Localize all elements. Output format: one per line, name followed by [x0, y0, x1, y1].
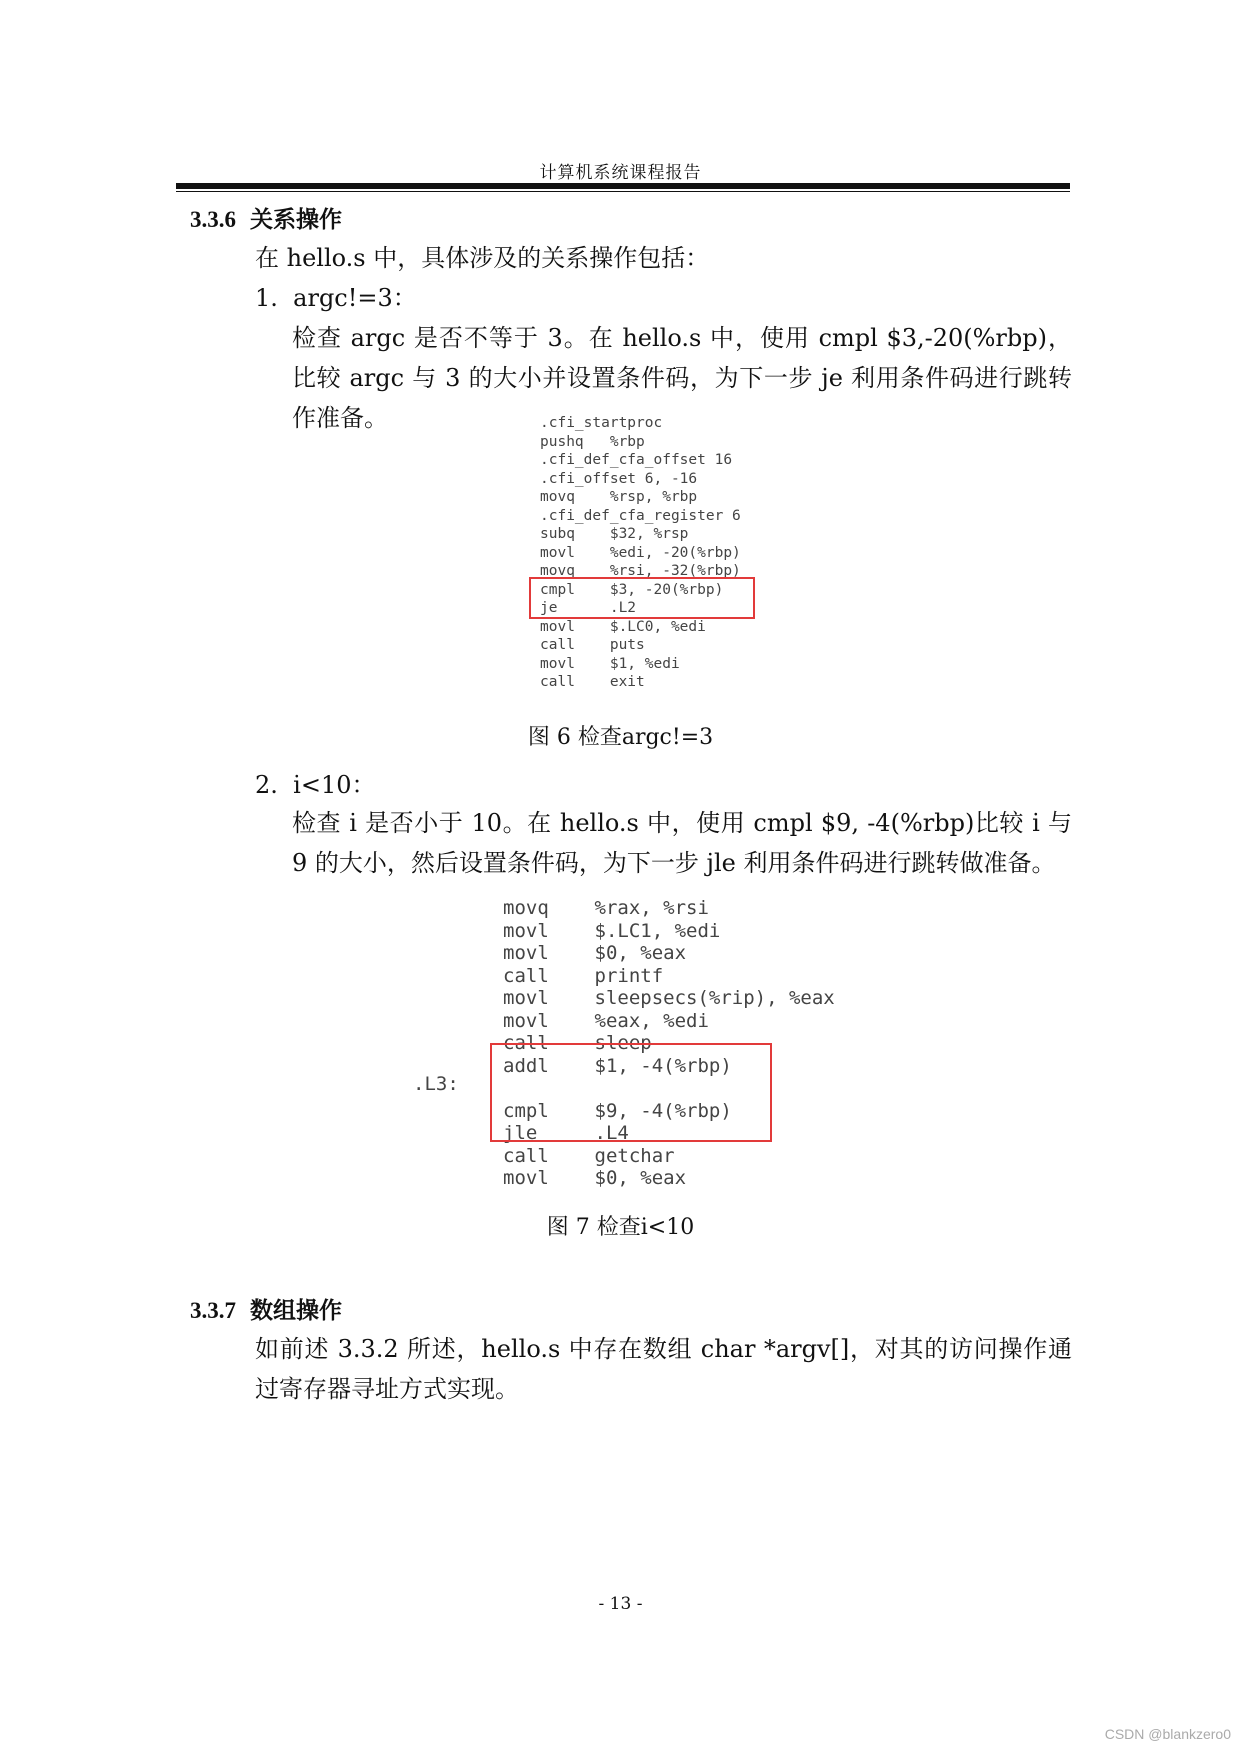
section-intro: 在 hello.s 中，具体涉及的关系操作包括： [255, 244, 710, 272]
report-header-title: 计算机系统课程报告 [539, 163, 702, 183]
section-number: 3.3.7 [190, 1298, 236, 1323]
list-item-text-1: 检查 argc 是否不等于 3。在 hello.s 中，使用 cmpl $3,-20(%rbp)，比较 argc 与 3 的大小并设置条件码，为下一步 je 利用条件码进行跳转作准备。 [292, 324, 1072, 432]
section-3-3-7-text: 如前述 3.3.2 所述，hello.s 中存在数组 char *argv[]，对其的访问操作通过寄存器寻址方式实现。 [255, 1335, 1072, 1403]
section-title: 关系操作 [250, 206, 342, 233]
section-title: 数组操作 [250, 1297, 342, 1324]
figure-6-caption: 图 6 检查argc!=3 [527, 725, 714, 750]
csdn-watermark: CSDN @blankzero0 [1104, 1726, 1231, 1742]
header-rule-thick [176, 183, 1070, 189]
page-number: - 13 - [598, 1594, 643, 1614]
assembly-code-figure-6: .cfi_startproc pushq %rbp .cfi_def_cfa_offset 16 .cfi_offset 6, -16 movq %rsp, %rbp .cfi_def_cfa_register 6 subq $32, %rsp movl %edi, -20(%rbp) movq %rsi, -32(%rbp) cmpl $3, -20(%rbp) je .L2 movl $.LC0, %edi call puts movl $1, %edi call exit [540, 415, 741, 690]
header-rule-thin [176, 191, 1070, 192]
assembly-code-figure-7: movq %rax, %rsi movl $.LC1, %edi movl $0, %eax call printf movl sleepsecs(%rip), %eax movl %eax, %edi call sleep addl $1, -4(%rbp) cmpl $9, -4(%rbp) jle .L4 call getchar movl $0, %eax [503, 897, 835, 1189]
list-item-label-2: 2. i<10： [255, 771, 376, 799]
highlight-box-addl-cmpl-jle [490, 1043, 772, 1142]
section-heading-3-3-7 [190, 1292, 342, 1325]
highlight-box-cmpl-je [529, 577, 755, 619]
section-heading-3-3-6 [190, 201, 342, 234]
section-number: 3.3.6 [190, 207, 236, 232]
list-item-label-1: 1. argc!=3： [255, 284, 417, 312]
figure-7-caption: 图 7 检查i<10 [546, 1215, 695, 1240]
list-item-text-2: 检查 i 是否小于 10。在 hello.s 中，使用 cmpl $9, -4(%rbp)比较 i 与 9 的大小，然后设置条件码，为下一步 jle 利用条件码进行跳转做准备。 [292, 809, 1072, 877]
code-label-l3: .L3: [413, 1073, 459, 1095]
